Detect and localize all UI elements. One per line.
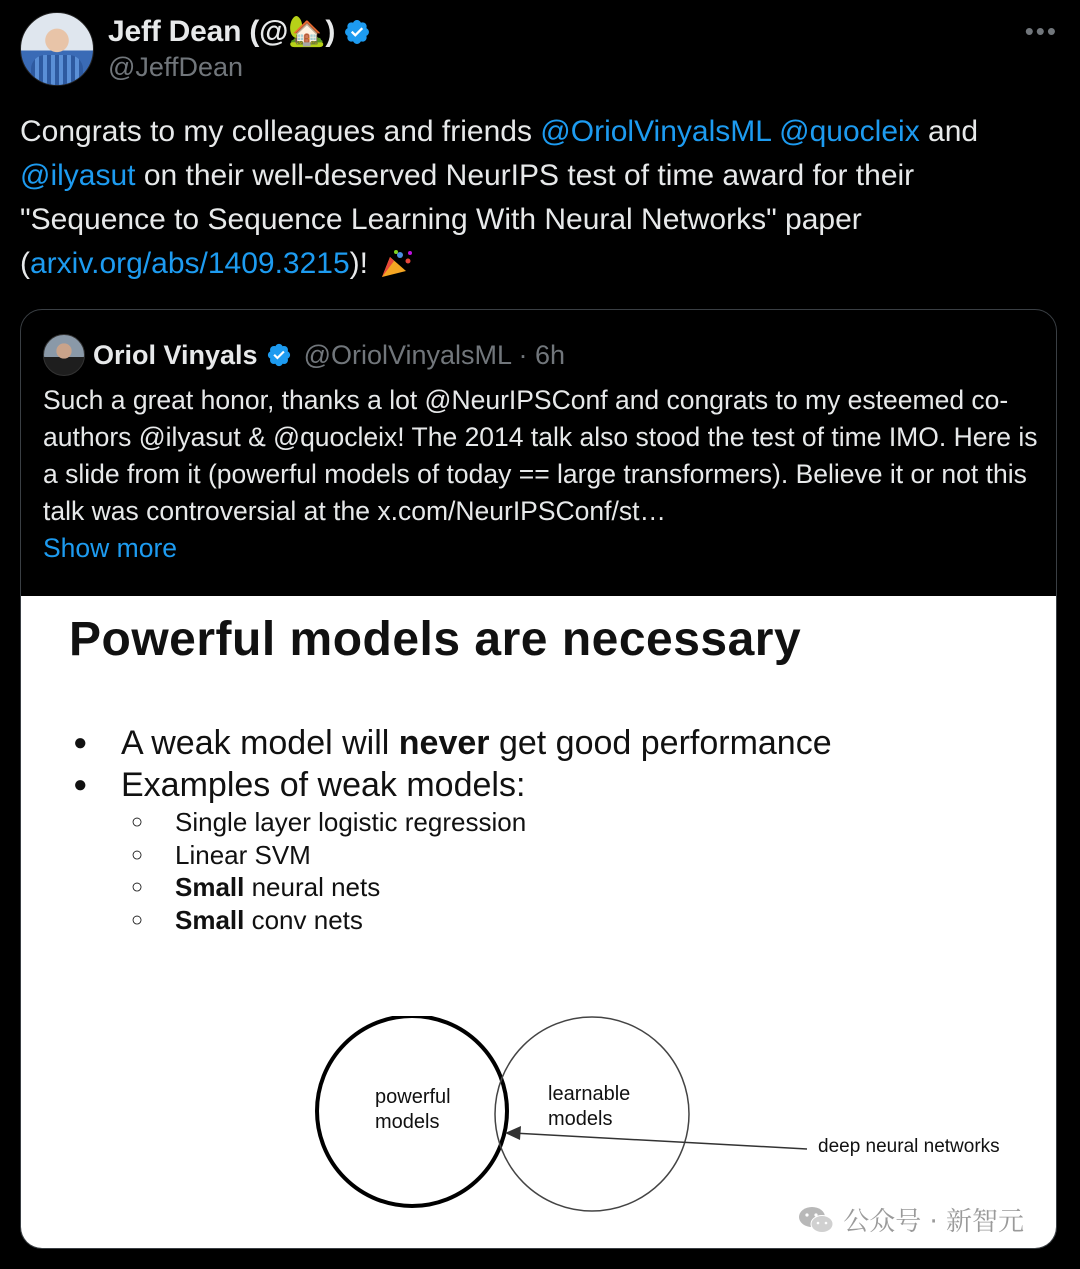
verified-badge-icon [343,18,371,46]
mention-quocleix[interactable]: @quocleix [779,115,920,148]
venn-label-powerful-1: powerful [375,1086,451,1108]
wechat-icon [797,1204,835,1236]
quoted-author-handle-time[interactable]: @OriolVinyalsML · 6h [303,339,566,370]
venn-arrow-line [513,1133,807,1149]
house-emoji: 🏡 [288,15,326,48]
arxiv-link[interactable]: arxiv.org/abs/1409.3215 [30,247,350,280]
author-avatar[interactable] [20,12,94,86]
show-more-link[interactable]: Show more [43,533,178,563]
venn-label-learnable-2: models [548,1108,613,1130]
slide-sub-bullet: ○ Single layer logistic regression [73,806,832,839]
tweet-header [18,10,1062,90]
quoted-author-name[interactable]: Oriol Vinyals [93,339,258,370]
tweet-body [20,110,1060,286]
slide-sub-bullet: ○ Small conv nets [73,904,832,937]
more-options-icon[interactable]: ••• [1024,16,1058,46]
slide-bullets [73,722,832,936]
author-name[interactable]: Jeff Dean (@🏡) [108,15,336,48]
mention-oriolvinyalsml[interactable]: @OriolVinyalsML [540,115,771,148]
watermark-text: 公众号 · 新智元 [843,1207,1024,1237]
tweet-text-segment: )! [349,247,377,280]
venn-label-powerful-2: models [375,1111,440,1133]
venn-arrow-label: deep neural networks [818,1136,1000,1157]
quoted-tweet-body: Such a great honor, thanks a lot @NeurIPSConf and congrats to my esteemed co-authors @ilyasut & @quocleix! The 2014 talk also stood the test of time IMO. Here is a slide from it (powerful models of today == large transformers). Believe it or not this talk was controversial at the x.com/NeurIPSConf/st… [43,385,1038,526]
author-handle[interactable]: @JeffDean [108,52,243,82]
tweet-text-segment: Congrats to my colleagues and friends [20,115,541,148]
slide-bullet: ● Examples of weak models: [73,764,832,806]
tweet-text-segment: and [919,115,979,148]
slide-sub-bullet: ○ Linear SVM [73,839,832,872]
quoted-tweet-header [43,334,565,376]
quoted-tweet-text [43,382,1043,567]
wechat-watermark [797,1201,1024,1238]
author-name-row [108,14,371,49]
slide-title: Powerful models are necessary [69,613,802,666]
quoted-tweet[interactable] [20,309,1057,1249]
venn-label-learnable-1: learnable [548,1083,631,1105]
slide-bullet: ● A weak model will never get good performance [73,722,832,764]
mention-ilyasut[interactable]: @ilyasut [20,159,136,192]
slide-image[interactable] [21,596,1057,1249]
quoted-author-avatar[interactable] [43,334,85,376]
tweet-text-segment: on their well-deserved NeurIPS test of time award for their "Sequence to Sequence Learning With Neural Networks" paper ( [20,159,915,280]
verified-badge-icon [266,342,292,368]
party-popper-emoji [376,249,414,279]
slide-sub-bullet: ○ Small neural nets [73,871,832,904]
